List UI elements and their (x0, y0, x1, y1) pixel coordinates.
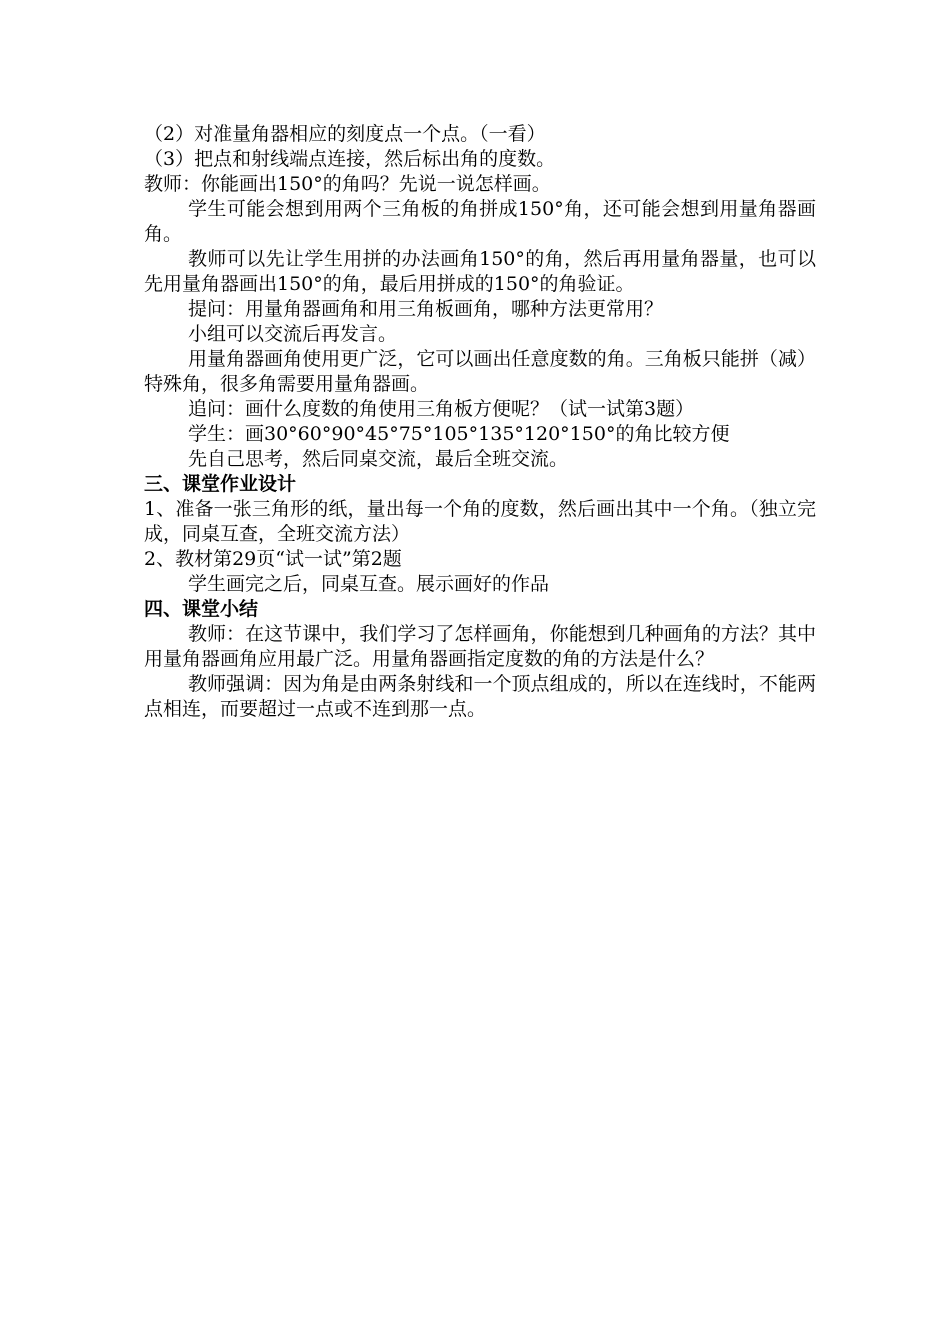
step-2-line: （2）对准量角器相应的刻度点一个点。（一看） (144, 123, 546, 145)
teacher-plan-paragraph: 教师可以先让学生用拼的办法画角150°的角，然后再用量角器量，也可以先用量角器画出150°的角，最后用拼成的150°的角验证。 (144, 248, 816, 295)
student-angles-paragraph: 学生：画30°60°90°45°75°105°135°120°150°的角比较方便 (188, 423, 730, 445)
student-guess-paragraph: 学生可能会想到用两个三角板的角拼成150°角，还可能会想到用量角器画角。 (144, 198, 816, 245)
protractor-paragraph: 用量角器画角使用更广泛，它可以画出任意度数的角。三角板只能拼（减）特殊角，很多角需要用量角器画。 (144, 348, 816, 395)
followup-paragraph: 追问：画什么度数的角使用三角板方便呢？（试一试第3题） (188, 398, 695, 420)
think-paragraph: 先自己思考，然后同桌交流，最后全班交流。 (188, 448, 569, 470)
question-paragraph: 提问：用量角器画角和用三角板画角，哪种方法更常用？ (188, 298, 664, 320)
section-heading-summary: 四、课堂小结 (144, 598, 259, 620)
summary-paragraph: 教师：在这节课中，我们学习了怎样画角，你能想到几种画角的方法？其中用量角器画角应用最广泛。用量角器画指定度数的角的方法是什么？ (144, 623, 816, 670)
homework-item-1: 1、准备一张三角形的纸，量出每一个角的度数，然后画出其中一个角。（独立完成，同桌互查，全班交流方法） (144, 498, 816, 545)
emphasis-paragraph: 教师强调：因为角是由两条射线和一个顶点组成的，所以在连线时，不能两点相连，而要超过一点或不连到那一点。 (144, 673, 816, 720)
show-work-paragraph: 学生画完之后，同桌互查。展示画好的作品 (188, 573, 550, 595)
step-3-line: （3）把点和射线端点连接，然后标出角的度数。 (144, 148, 556, 170)
group-paragraph: 小组可以交流后再发言。 (188, 323, 398, 345)
homework-item-2: 2、教材第29页“试一试”第2题 (144, 548, 402, 570)
teacher-question-line: 教师：你能画出150°的角吗？先说一说怎样画。 (144, 173, 551, 195)
section-heading-homework: 三、课堂作业设计 (144, 473, 297, 495)
document-body (144, 122, 816, 722)
